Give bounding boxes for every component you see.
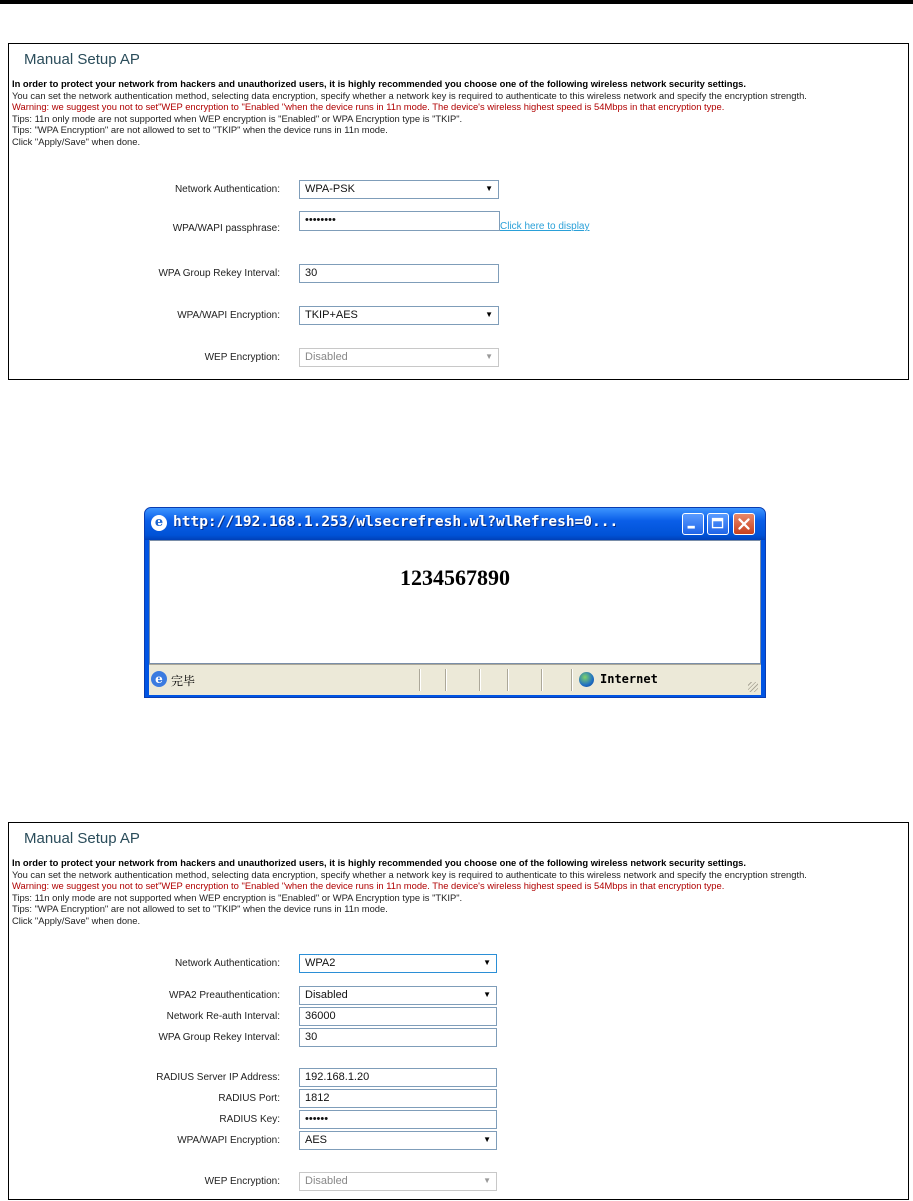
passphrase-label: WPA/WAPI passphrase: (172, 223, 280, 234)
status-divider (479, 669, 481, 691)
close-button[interactable] (733, 513, 755, 535)
chevron-down-icon: ▼ (485, 184, 493, 193)
manual-setup-panel-wpa-psk (8, 43, 909, 380)
chevron-down-icon: ▼ (485, 310, 493, 319)
reauth-interval-input[interactable]: 36000 (299, 1007, 497, 1026)
chevron-down-icon: ▼ (485, 352, 493, 361)
intro-text (12, 78, 907, 147)
rekey-label: WPA Group Rekey Interval: (158, 1032, 280, 1043)
network-auth-value: WPA2 (305, 957, 336, 969)
network-auth-select[interactable] (299, 954, 497, 973)
passphrase-row (9, 211, 908, 233)
encryption-label: WPA/WAPI Encryption: (177, 310, 280, 321)
radius-port-input[interactable]: 1812 (299, 1089, 497, 1108)
encryption-select[interactable] (299, 306, 499, 325)
chevron-down-icon: ▼ (483, 958, 491, 967)
status-divider (541, 669, 543, 691)
status-divider (419, 669, 421, 691)
encryption-value: AES (305, 1134, 328, 1146)
preauth-label: WPA2 Preauthentication: (169, 990, 280, 1001)
preauth-select[interactable] (299, 986, 497, 1005)
network-auth-select[interactable] (299, 180, 499, 199)
security-zone: Internet (600, 672, 658, 686)
passphrase-plaintext: 1234567890 (400, 565, 510, 590)
top-rule (0, 0, 913, 4)
globe-icon (579, 672, 594, 687)
ie-logo-icon: e (151, 515, 167, 531)
reauth-label: Network Re-auth Interval: (166, 1011, 280, 1022)
manual-setup-panel-wpa2 (8, 822, 909, 1200)
network-auth-label: Network Authentication: (174, 958, 280, 969)
status-divider (571, 669, 573, 691)
radius-ip-input[interactable]: 192.168.1.20 (299, 1068, 497, 1087)
radius-key-label: RADIUS Key: (219, 1114, 280, 1125)
popup-content (149, 540, 761, 664)
network-auth-value: WPA-PSK (305, 183, 355, 195)
encryption-label: WPA/WAPI Encryption: (177, 1135, 280, 1146)
network-auth-label: Network Authentication: (174, 184, 280, 195)
wep-value: Disabled (305, 351, 348, 363)
network-auth-row (9, 180, 908, 202)
radius-port-label: RADIUS Port: (218, 1093, 280, 1104)
intro-line: In order to protect your network from hackers and unauthorized users, it is highly recommended you choose one of the following wireless network security settings. (12, 857, 746, 868)
intro-line: You can set the network authentication method, selecting data encryption, specify whether a network key is required to authenticate to this wireless network and specify the encryption strength. (12, 89, 807, 101)
wep-label: WEP Encryption: (204, 1176, 280, 1187)
reauth-row (9, 1007, 908, 1029)
radius-ip-row (9, 1068, 908, 1090)
rekey-row (9, 1028, 908, 1050)
chevron-down-icon: ▼ (483, 990, 491, 999)
wep-encryption-select (299, 1172, 497, 1191)
page-title: Manual Setup AP (24, 51, 140, 68)
resize-grip-icon[interactable] (748, 682, 758, 692)
encryption-select[interactable] (299, 1131, 497, 1150)
network-auth-row (9, 954, 908, 976)
radius-key-input[interactable]: •••••• (299, 1110, 497, 1129)
rekey-interval-input[interactable]: 30 (299, 264, 499, 283)
wep-encryption-select (299, 348, 499, 367)
encryption-row (9, 306, 908, 328)
intro-text (12, 857, 907, 926)
chevron-down-icon: ▼ (483, 1135, 491, 1144)
status-divider (445, 669, 447, 691)
wep-label: WEP Encryption: (204, 352, 280, 363)
passphrase-popup-window (144, 507, 766, 698)
radius-ip-label: RADIUS Server IP Address: (156, 1072, 280, 1083)
maximize-icon (708, 514, 728, 534)
status-bar (149, 664, 761, 695)
tip-line: Tips: 11n only mode are not supported when WEP encryption is "Enabled" or WPA Encryption type is "TKIP". (12, 112, 463, 124)
encryption-row (9, 1131, 908, 1153)
display-passphrase-link[interactable]: Click here to display (500, 221, 590, 232)
encryption-value: TKIP+AES (305, 309, 358, 321)
close-icon (734, 514, 754, 534)
chevron-down-icon: ▼ (483, 1176, 491, 1185)
status-divider (507, 669, 509, 691)
warning-line: Warning: we suggest you not to set"WEP encryption to "Enabled "when the device runs in 11n mode. The device's wireless highest speed is 54Mbps in that encryption type. (12, 101, 725, 112)
intro-line: Click "Apply/Save" when done. (12, 135, 141, 147)
tip-line: Tips: "WPA Encryption" are not allowed to set to "TKIP" when the device runs in 11n mode. (12, 903, 388, 914)
rekey-label: WPA Group Rekey Interval: (158, 268, 280, 279)
radius-port-row (9, 1089, 908, 1111)
passphrase-input[interactable]: •••••••• (299, 211, 500, 231)
rekey-row (9, 264, 908, 286)
wep-row (9, 348, 908, 370)
preauth-row (9, 986, 908, 1008)
maximize-button[interactable] (707, 513, 729, 535)
status-text: 完毕 (171, 674, 196, 688)
tip-line: Tips: "WPA Encryption" are not allowed to set to "TKIP" when the device runs in 11n mode. (12, 124, 388, 135)
window-titlebar[interactable] (145, 508, 765, 540)
page-title: Manual Setup AP (24, 830, 140, 847)
radius-key-row (9, 1110, 908, 1132)
wep-value: Disabled (305, 1175, 348, 1187)
minimize-icon (683, 514, 703, 534)
intro-line: Click "Apply/Save" when done. (12, 914, 141, 926)
wep-row (9, 1172, 908, 1194)
minimize-button[interactable] (682, 513, 704, 535)
preauth-value: Disabled (305, 989, 348, 1001)
intro-line: In order to protect your network from hackers and unauthorized users, it is highly recommended you choose one of the following wireless network security settings. (12, 78, 746, 89)
rekey-interval-input[interactable]: 30 (299, 1028, 497, 1047)
tip-line: Tips: 11n only mode are not supported when WEP encryption is "Enabled" or WPA Encryption type is "TKIP". (12, 891, 463, 903)
intro-line: You can set the network authentication method, selecting data encryption, specify whether a network key is required to authenticate to this wireless network and specify the encryption strength. (12, 868, 807, 880)
window-title: http://192.168.1.253/wlsecrefresh.wl?wlRefresh=0... (173, 514, 619, 530)
ie-page-icon: e (151, 671, 167, 687)
warning-line: Warning: we suggest you not to set"WEP encryption to "Enabled "when the device runs in 11n mode. The device's wireless highest speed is 54Mbps in that encryption type. (12, 880, 725, 891)
